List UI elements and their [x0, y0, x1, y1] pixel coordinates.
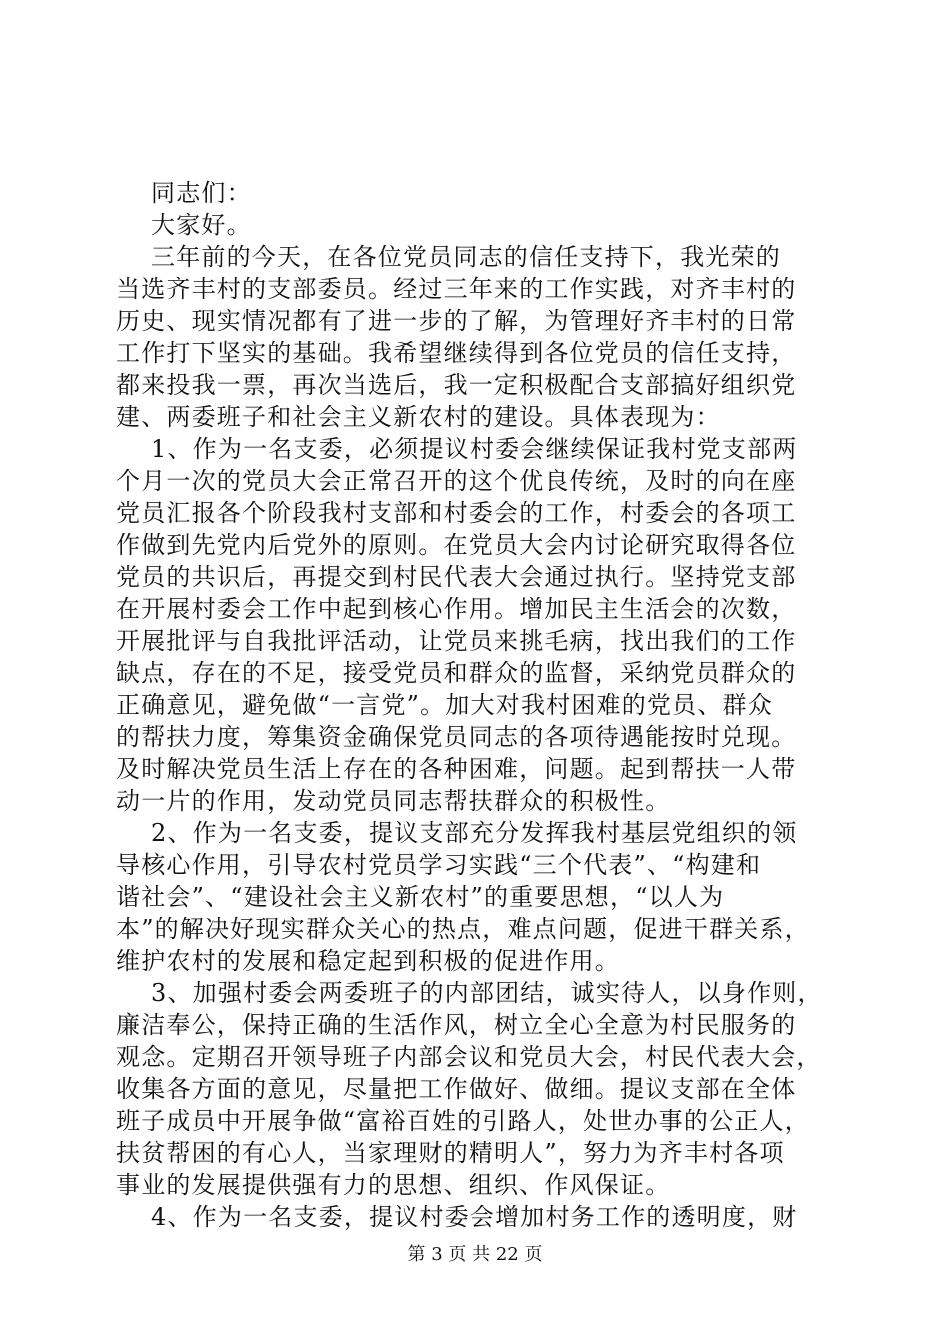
text-line: 个月一次的党员大会正常召开的这个优良传统，及时的向在座 [116, 467, 797, 495]
text-line: 都来投我一票，再次当选后，我一定积极配合支部搞好组织党 [116, 371, 797, 399]
page-footer: 第 3 页 共 22 页 [407, 1244, 543, 1265]
text-line: 班子成员中开展争做“富裕百姓的引路人，处世办事的公正人， [116, 1107, 810, 1135]
text-line: 本”的解决好现实群众关心的热点，难点问题，促进干群关系， [116, 915, 810, 943]
text-line: 导核心作用，引导农村党员学习实践“三个代表”、“构建和 [116, 851, 762, 879]
text-line: 谐社会”、“建设社会主义新农村”的重要思想，“以人为 [116, 883, 725, 911]
text-line: 维护农村的发展和稳定起到积极的促进作用。 [116, 947, 620, 975]
text-line: 及时解决党员生活上存在的各种困难，问题。起到帮扶一人带 [116, 755, 797, 783]
text-line: 三年前的今天，在各位党员同志的信任支持下，我光荣的 [151, 243, 781, 271]
text-line: 事业的发展提供强有力的思想、组织、作风保证。 [116, 1171, 671, 1199]
text-line: 在开展村委会工作中起到核心作用。增加民主生活会的次数， [116, 595, 797, 623]
text-line: 工作打下坚实的基础。我希望继续得到各位党员的信任支持， [116, 339, 797, 367]
text-line: 作做到先党内后党外的原则。在党员大会内讨论研究取得各位 [116, 531, 797, 559]
text-line: 历史、现实情况都有了进一步的了解，为管理好齐丰村的日常 [116, 307, 797, 335]
text-line: 2、作为一名支委，提议支部充分发挥我村基层党组织的领 [151, 819, 798, 847]
text-line: 缺点，存在的不足，接受党员和群众的监督，采纳党员群众的 [116, 659, 797, 687]
text-line: 1、作为一名支委，必须提议村委会继续保证我村党支部两 [151, 435, 798, 463]
text-line: 党员的共识后，再提交到村民代表大会通过执行。坚持党支部 [116, 563, 797, 591]
text-line: 3、加强村委会两委班子的内部团结，诚实待人，以身作则， [151, 979, 823, 1007]
text-line: 同志们： [151, 179, 252, 207]
text-line: 廉洁奉公，保持正确的生活作风，树立全心全意为村民服务的 [116, 1011, 797, 1039]
text-line: 的帮扶力度，筹集资金确保党员同志的各项待遇能按时兑现。 [116, 723, 797, 751]
text-line: 党员汇报各个阶段我村支部和村委会的工作，村委会的各项工 [116, 499, 797, 527]
text-line: 正确意见，避免做“一言党”。加大对我村困难的党员、群众 [116, 691, 773, 719]
text-line: 开展批评与自我批评活动，让党员来挑毛病，找出我们的工作 [116, 627, 797, 655]
text-line: 动一片的作用，发动党员同志帮扶群众的积极性。 [116, 787, 671, 815]
text-line: 建、两委班子和社会主义新农村的建设。具体表现为： [116, 403, 721, 431]
text-line: 当选齐丰村的支部委员。经过三年来的工作实践，对齐丰村的 [116, 275, 797, 303]
text-line: 大家好。 [151, 211, 252, 239]
text-line: 4、作为一名支委，提议村委会增加村务工作的透明度，财 [151, 1203, 798, 1231]
text-line: 扶贫帮困的有心人，当家理财的精明人”，努力为齐丰村各项 [116, 1139, 785, 1167]
text-line: 收集各方面的意见，尽量把工作做好、做细。提议支部在全体 [116, 1075, 797, 1103]
text-line: 观念。定期召开领导班子内部会议和党员大会，村民代表大会， [116, 1043, 822, 1071]
document-body [116, 177, 836, 1233]
